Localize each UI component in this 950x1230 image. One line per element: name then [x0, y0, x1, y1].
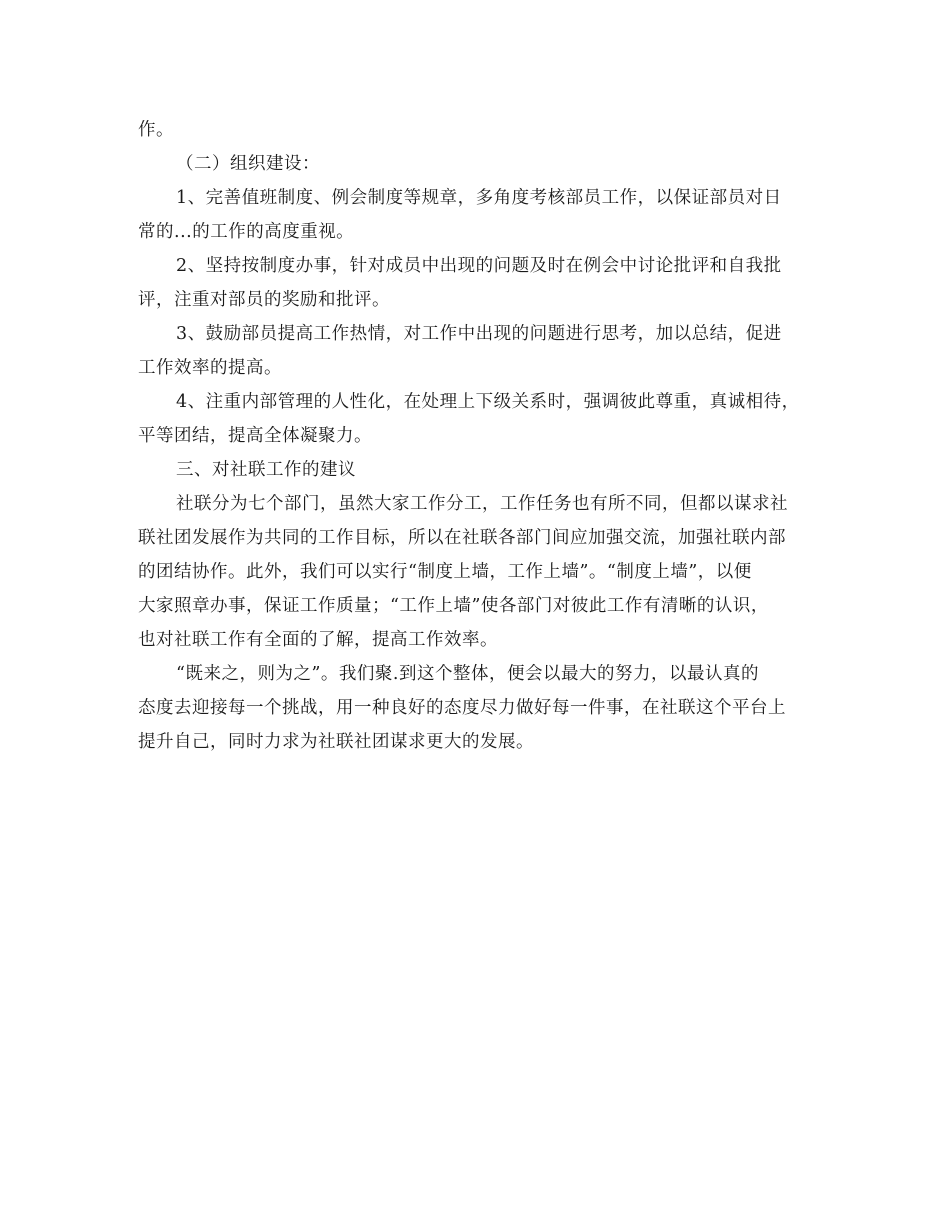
section-heading: （二）组织建设： — [176, 154, 320, 174]
text-line: 平等团结，提高全体凝聚力。 — [138, 426, 372, 446]
text-line: 1、完善值班制度、例会制度等规章，多角度考核部员工作，以保证部员对日 — [176, 188, 782, 208]
text-line: 常的...的工作的高度重视。 — [138, 222, 355, 242]
text-line: 3、鼓励部员提高工作热情，对工作中出现的问题进行思考，加以总结，促进 — [176, 324, 782, 344]
text-line: 的团结协作。此外，我们可以实行“制度上墙，工作上墙”。“制度上墙”，以便 — [138, 562, 752, 582]
text-line: 大家照章办事，保证工作质量；“工作上墙”使各部门对彼此工作有清晰的认识， — [138, 596, 769, 616]
text-line: 社联分为七个部门，虽然大家工作分工，工作任务也有所不同，但都以谋求社 — [176, 494, 788, 514]
text-line: 4、注重内部管理的人性化，在处理上下级关系时，强调彼此尊重，真诚相待， — [176, 392, 800, 412]
text-line: 联社团发展作为共同的工作目标，所以在社联各部门间应加强交流，加强社联内部 — [138, 528, 786, 548]
document-body — [138, 113, 818, 759]
text-line: 工作效率的提高。 — [138, 358, 282, 378]
text-line: 2、坚持按制度办事，针对成员中出现的问题及时在例会中讨论批评和自我批 — [176, 256, 782, 276]
text-line: 也对社联工作有全面的了解，提高工作效率。 — [138, 630, 498, 650]
text-line: 评，注重对部员的奖励和批评。 — [138, 290, 390, 310]
section-heading: 三、对社联工作的建议 — [176, 460, 356, 480]
text-line: 态度去迎接每一个挑战，用一种良好的态度尽力做好每一件事，在社联这个平台上 — [138, 698, 786, 718]
text-line: 提升自己，同时力求为社联社团谋求更大的发展。 — [138, 732, 534, 752]
text-line: 作。 — [138, 120, 174, 140]
text-line: “既来之，则为之”。我们聚.到这个整体，便会以最大的努力，以最认真的 — [176, 664, 759, 684]
